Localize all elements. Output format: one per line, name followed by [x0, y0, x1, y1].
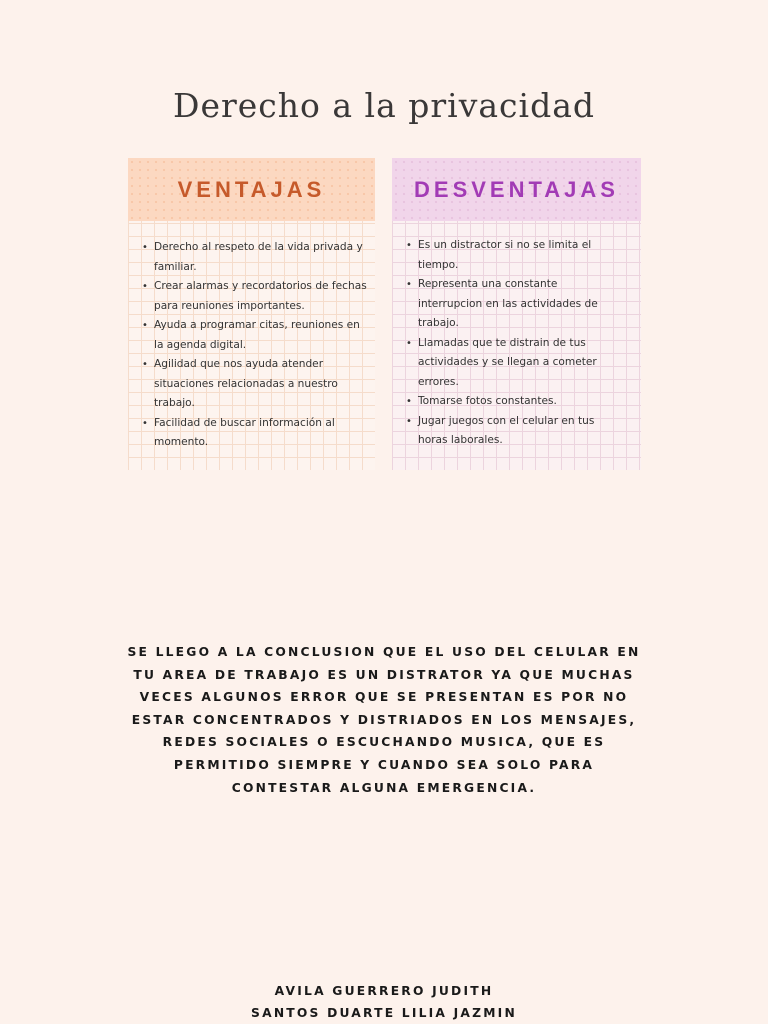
ventajas-item: • Derecho al respeto de la vida privada y familiar.	[154, 238, 369, 277]
author-name: SANTOS DUARTE LILIA JAZMIN	[251, 1006, 517, 1020]
ventajas-item: • Ayuda a programar citas, reuniones en la agenda digital.	[154, 316, 369, 355]
desventajas-item: • Tomarse fotos constantes.	[418, 392, 605, 412]
authors-block	[0, 980, 768, 1024]
desventajas-item: • Es un distractor si no se limita el tiempo.	[418, 236, 605, 275]
desventajas-item: • Representa una constante interrupcion en las actividades de trabajo.	[418, 275, 605, 334]
page-title: Derecho a la privacidad	[173, 86, 595, 125]
ventajas-item: • Crear alarmas y recordatorios de fechas para reuniones importantes.	[154, 277, 369, 316]
desventajas-item: • Jugar juegos con el celular en tus horas laborales.	[418, 412, 605, 451]
desventajas-list	[392, 221, 641, 451]
ventajas-card	[128, 158, 375, 470]
author-name: AVILA GUERRERO JUDITH	[274, 984, 494, 998]
desventajas-card	[392, 158, 641, 470]
ventajas-item: • Facilidad de buscar información al momento.	[154, 414, 369, 453]
ventajas-list	[128, 221, 375, 453]
conclusion-text: SE LLEGO A LA CONCLUSION QUE EL USO DEL CELULAR EN TU AREA DE TRABAJO ES UN DISTRATOR YA QUE MUCHAS VECES ALGUNOS ERROR QUE SE PRESENTAN ES POR NO ESTAR CONCENTRADOS Y DISTRIADOS EN LOS MENSAJES, REDES SOCIALES O ESCUCHANDO MUSICA, QUE ES PERMITIDO SIEMPRE Y CUANDO SEA SOLO PARA CONTESTAR ALGUNA EMERGENCIA.	[127, 645, 641, 795]
desventajas-item: • Llamadas que te distrain de tus actividades y se llegan a cometer errores.	[418, 334, 605, 393]
ventajas-heading: VENTAJAS	[128, 158, 375, 221]
desventajas-heading: DESVENTAJAS	[392, 158, 641, 221]
ventajas-item: • Agilidad que nos ayuda atender situaciones relacionadas a nuestro trabajo.	[154, 355, 369, 414]
